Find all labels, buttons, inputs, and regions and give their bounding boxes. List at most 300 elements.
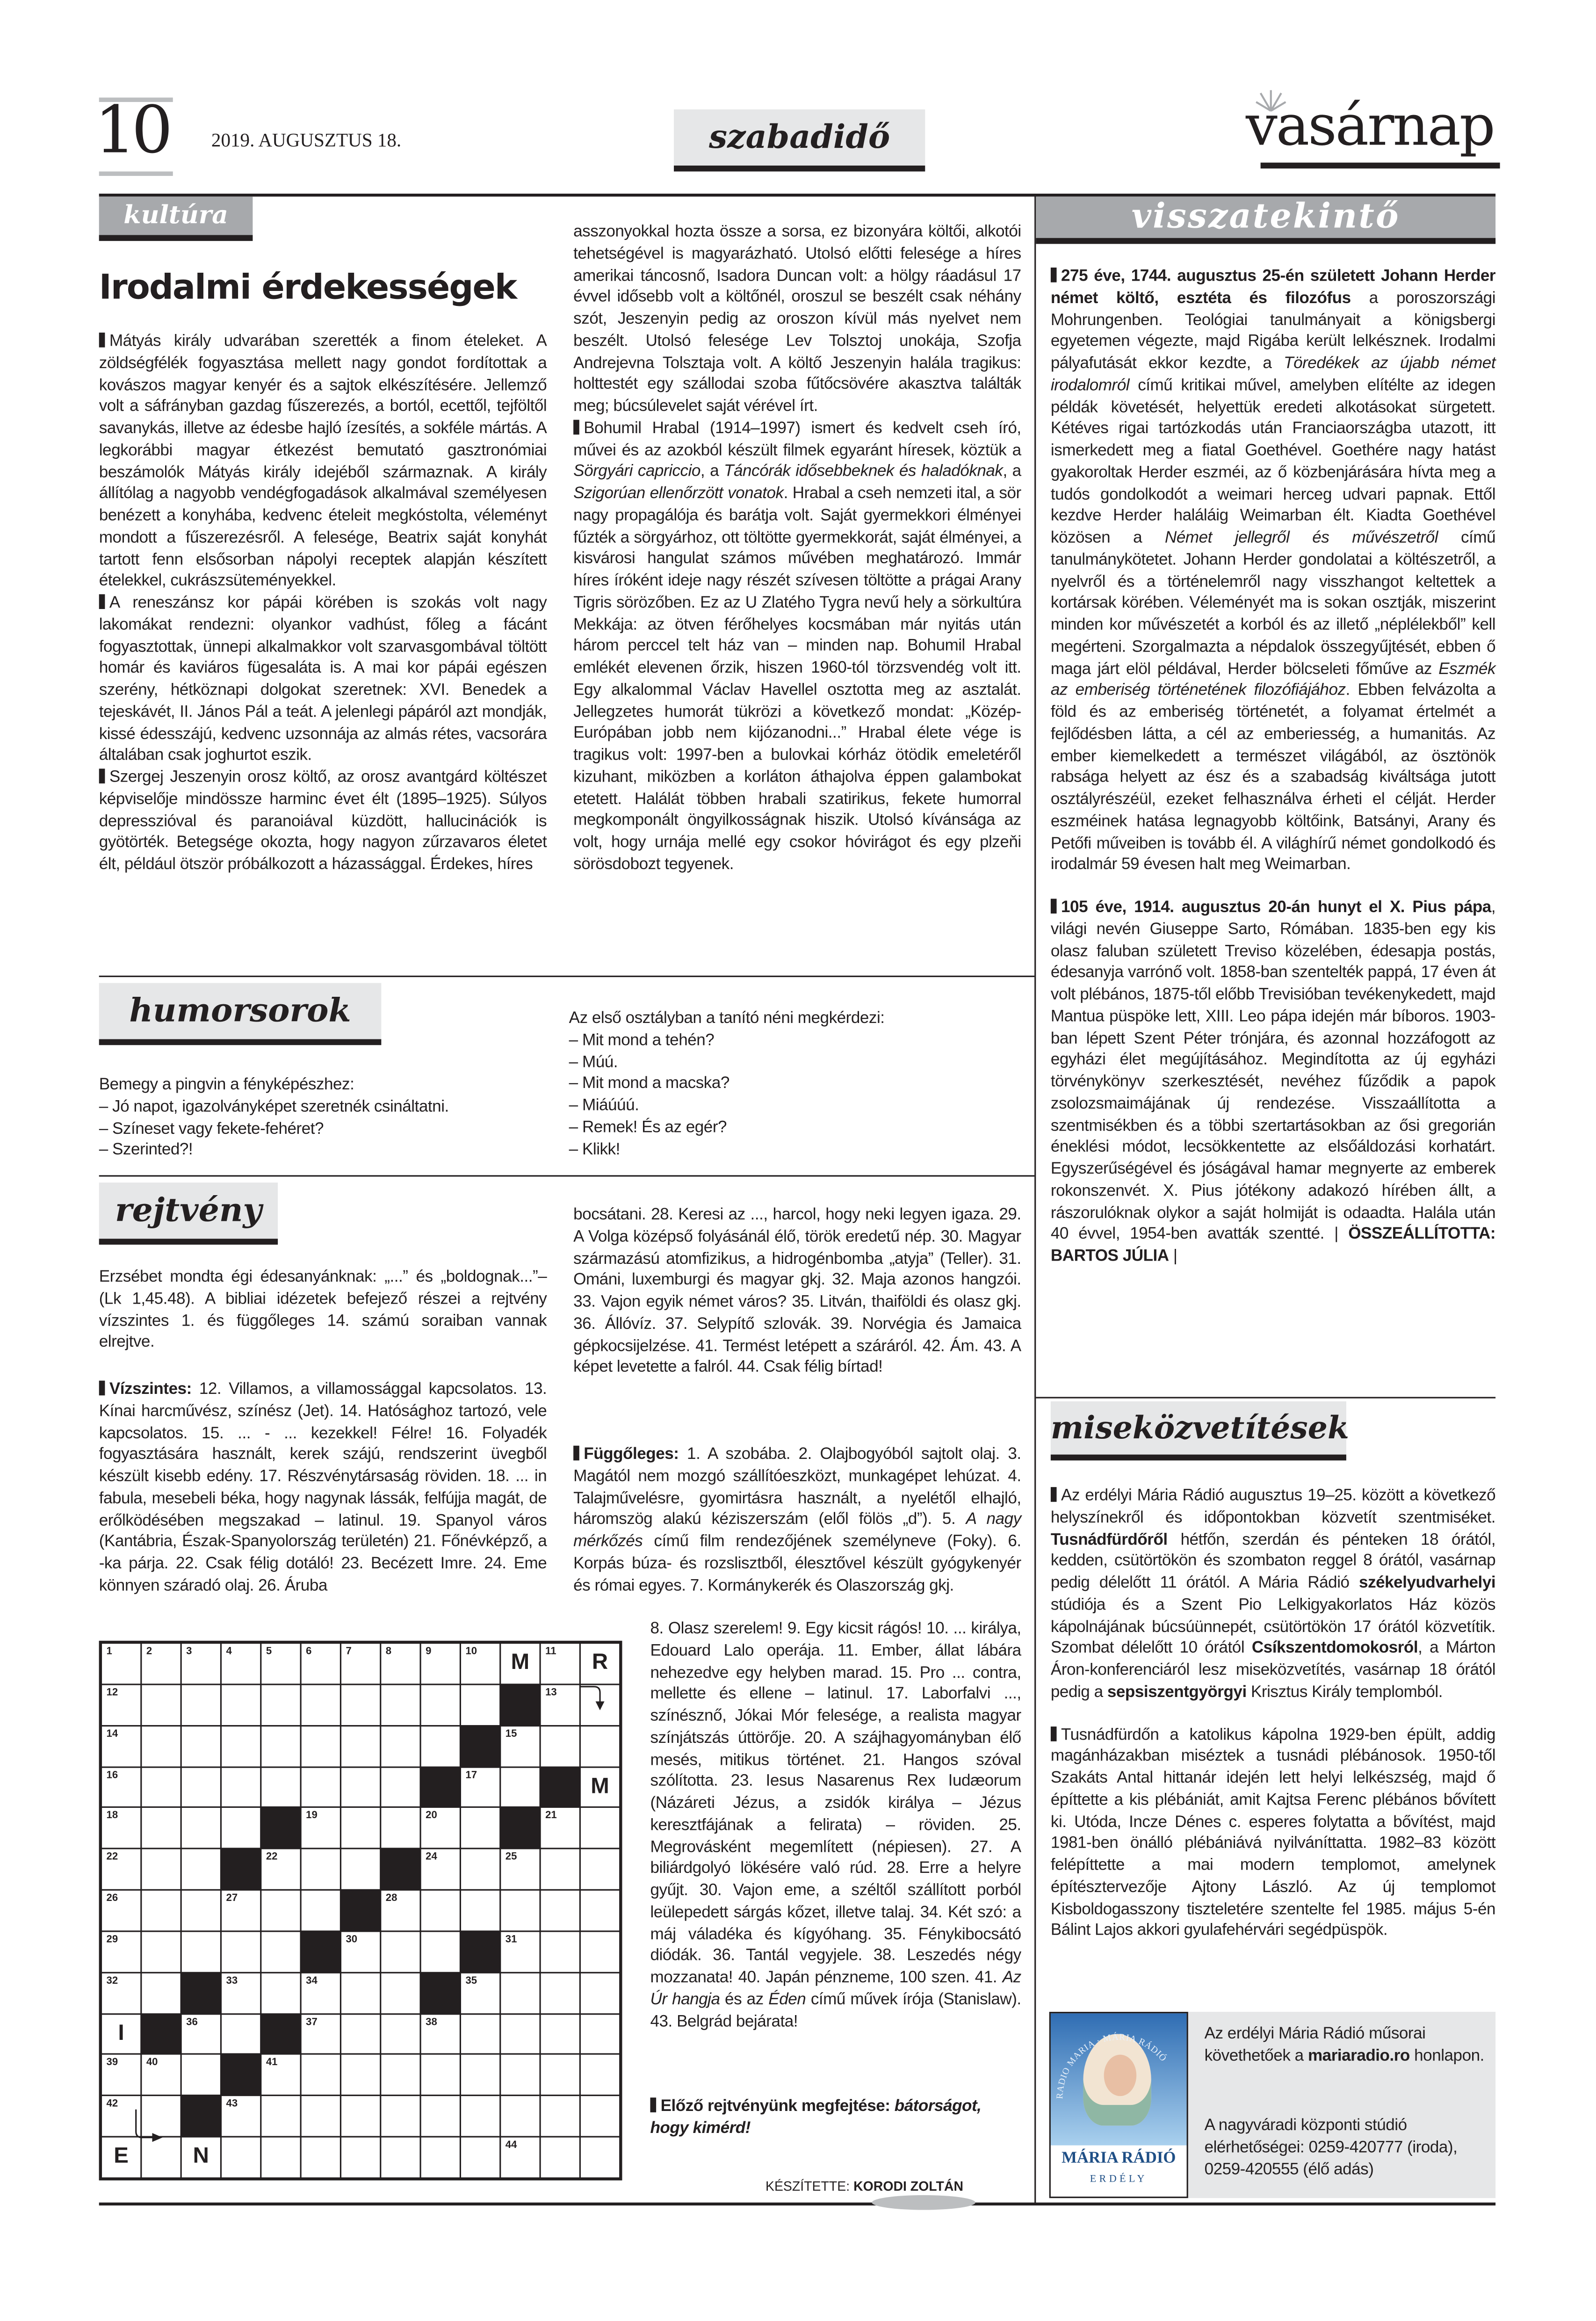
bold-run: Előző rejtvényünk megfejtése: (660, 2097, 895, 2116)
crossword-cell[interactable] (222, 1644, 260, 1683)
clue-number: 30 (346, 1935, 358, 1945)
maria-radio-ad (1049, 2012, 1495, 2198)
crossword-cell[interactable] (182, 2014, 220, 2054)
crossword-cell[interactable] (581, 1644, 619, 1683)
clue-number: 31 (505, 1935, 517, 1945)
crossword-cell[interactable] (581, 1850, 619, 1889)
text-run: című művek írója (Stanislaw). 43. Belgrád bejárata! (650, 1990, 1021, 2031)
crossword-cell[interactable] (142, 1808, 180, 1848)
crossword-cell[interactable] (461, 2014, 499, 2054)
black-cell (261, 2014, 300, 2054)
italic-run: Az Úr hangja (650, 1969, 1021, 2009)
crossword-cell[interactable] (261, 1973, 300, 2013)
crossword-cell[interactable] (261, 1767, 300, 1807)
crossword-cell[interactable] (421, 1891, 460, 1930)
joke-line: – Remek! És az egér? (569, 1118, 727, 1137)
bold-run: Vízszintes: (109, 1380, 192, 1399)
crossword-cell[interactable] (421, 1644, 460, 1683)
crossword-cell[interactable] (421, 1685, 460, 1725)
crossword-cell[interactable] (182, 1644, 220, 1683)
given-letter: M (511, 1649, 530, 1675)
text-run: A reneszánsz kor pápái körében is szokás volt nagy lakomákat rendezni: olyankor vadhúst, főleg a fácánt fogyasztottak, ünnepi alkalmakkor volt szarvasgombával töltött homár és kaviáros fügesaláta is. A mai kor pápái egészen szerény, hétköznapi dolgokat szeretnek: XVI. Benedek a tejeskávét, II. János Pál a teát. A jelenlegi pápáról azt mondják, kissé édesszájú, kedvenc uzsonnája az almás rétes, vacsorára általában csak joghurtot eszik. (99, 594, 547, 765)
clue-number: 1 (106, 1646, 112, 1657)
crossword-cell[interactable] (102, 1644, 140, 1683)
crossword-cell[interactable] (541, 1726, 579, 1766)
bottom-ornament (872, 2195, 975, 2210)
joke-line: – Mit mond a macska? (569, 1075, 729, 1093)
black-cell (302, 1932, 340, 1972)
bold-run: 105 éve, 1914. augusztus 20-án hunyt el X. Pius pápa (1061, 899, 1491, 917)
crossword-cell[interactable] (381, 2138, 419, 2177)
mise-rule (1036, 1397, 1495, 1398)
crossword-cell[interactable] (182, 2055, 220, 2095)
black-cell (461, 1932, 499, 1972)
italic-run: Német jellegről és művészetről (1165, 529, 1438, 547)
crossword-cell[interactable] (381, 1644, 419, 1683)
crossword-cell[interactable] (381, 1808, 419, 1848)
crossword-cell[interactable] (501, 1767, 539, 1807)
clue-number: 37 (306, 2017, 318, 2028)
black-cell (182, 2096, 220, 2136)
crossword-cell[interactable] (222, 2014, 260, 2054)
previous-solution (650, 2096, 1021, 2140)
crossword-cell[interactable] (102, 1932, 140, 1972)
crossword-cell[interactable] (381, 2014, 419, 2054)
crossword-cell[interactable] (222, 2096, 260, 2136)
clue-number: 22 (106, 1852, 118, 1863)
text-run: stúdiója és a Szent Pio Lelkigyakorlatos Ház közös kápolnájának búcsúünnepét, csütörtökön 17 órától közvetítik. Szombat délelőtt 10 órától (1050, 1596, 1496, 1658)
crossword-cell[interactable] (501, 2096, 539, 2136)
black-cell (461, 1726, 499, 1766)
puzzle-author (766, 2179, 963, 2194)
crossword-cell[interactable] (341, 1850, 380, 1889)
clue-number: 39 (106, 2058, 118, 2069)
crossword-cell[interactable] (261, 1644, 300, 1683)
crossword-cell[interactable] (421, 1808, 460, 1848)
clue-number: 32 (106, 1976, 118, 1987)
crossword-cell[interactable] (102, 1726, 140, 1766)
crossword-cell[interactable] (501, 2014, 539, 2054)
clue-number: 38 (426, 2017, 437, 2028)
clue-number: 42 (106, 2099, 118, 2110)
given-letter: M (591, 1773, 609, 1799)
joke-line: – Múú. (569, 1053, 618, 1071)
given-letter: E (114, 2143, 129, 2169)
article-title: Irodalmi érdekességek (99, 269, 517, 308)
crossword-cell[interactable] (381, 2055, 419, 2095)
bold-run: mariaradio.ro (1307, 2047, 1410, 2065)
crossword-cell[interactable] (261, 2138, 300, 2177)
italic-run: Töredékek az újabb német irodalomról (1050, 355, 1496, 394)
crossword-cell[interactable] (302, 1973, 340, 2013)
crossword-cell[interactable] (461, 1808, 499, 1848)
clue-number: 17 (465, 1770, 477, 1781)
crossword-cell[interactable] (461, 1973, 499, 2013)
crossword-cell[interactable] (341, 2055, 380, 2095)
text-run: Krisztus Király templomból. (1246, 1683, 1443, 1701)
crossword-cell[interactable] (581, 1932, 619, 1972)
clue-number: 43 (226, 2099, 238, 2110)
paragraph (1051, 1486, 1495, 1704)
text-run: 1. A szobába. 2. Olajbogyóból sajtolt olaj. 3. Magától nem mozgó szállítóeszközt, munkagépet lehúzat. 4. Talajművelésre, gyomirtásra használt, a nyelétől elhajló, háromszög alakú kéziszerszám (elől fölös „d”). 5. (573, 1445, 1021, 1529)
text-run: | (1169, 1248, 1177, 1266)
crossword-cell[interactable] (381, 1932, 419, 1972)
puzzle-across-clues-cont (573, 1205, 1021, 1379)
author-label: KÉSZÍTETTE: (765, 2179, 850, 2194)
crossword-cell[interactable] (461, 2055, 499, 2095)
crossword-cell[interactable] (501, 2055, 539, 2095)
joke-line: – Mit mond a tehén? (569, 1031, 715, 1049)
kultura-middle-text (573, 222, 1021, 876)
crossword-cell[interactable] (261, 1891, 300, 1930)
tab-humorsorok-label: humorsorok (129, 992, 351, 1030)
crossword-cell[interactable] (142, 1891, 180, 1930)
clue-number: 29 (106, 1935, 118, 1945)
joke-line: Az első osztályban a tanító néni megkérdezi: (569, 1009, 885, 1028)
joke-line: – Szerinted?! (99, 1141, 193, 1160)
crossword-cell[interactable] (421, 1850, 460, 1889)
clue-number: 28 (385, 1893, 397, 1904)
tab-visszatekinto (1036, 196, 1495, 244)
crossword-cell[interactable] (501, 1973, 539, 2013)
crossword-cell[interactable] (341, 1932, 380, 1972)
bold-run: Tusnádfürdőről (1050, 1530, 1168, 1549)
maria-radio-logo (1049, 2012, 1188, 2198)
crossword-cell[interactable] (302, 2014, 340, 2054)
crossword-cell[interactable] (302, 1767, 340, 1807)
crossword-cell[interactable] (302, 2096, 340, 2136)
crossword-grid[interactable] (99, 1641, 622, 2180)
crossword-cell[interactable] (501, 1726, 539, 1766)
section-underline (674, 166, 925, 172)
crossword-cell[interactable] (222, 2138, 260, 2177)
clue-number: 35 (465, 1976, 477, 1987)
text-run: , világi nevén Giuseppe Sarto, Rómában. 1835-ben egy kis olasz faluban született Treviso közelében, édesapja postás, édesanyja varrónő volt. 1858-ban szentelték pappá, 17 éven át volt plébános, 1875-től előbb Trevisióban tevékenykedett, majd Mantua püspöke lett, XIII. Leo pápa idején már bíboros. 1903-ban lépett Szent Péter trónjára, és azonnal hozzáfogott az egyházi élet megújításához. Megindította az új egyházi törvénykönyv szerkesztését, nevéhez fűződik a papok zsolozsmaimájának új rendezése. Visszaállította a szentmisékben és a többi szertartásokban az ősi gregorián éneklési módot, lecsökkentette az elsőáldozási korhatárt. Egyszerűségével és jóságával hamar megnyerte az emberek rokonszenvét. X. Pius jótékony adakozó hírében állt, a rászorulóknak olykor a saját holmiját is odaadta. Halála után 40 évvel, 1954-ben avatták szentté. | (1050, 899, 1496, 1244)
clue-number: 11 (545, 1646, 556, 1657)
puzzle-down-clues (573, 1444, 1021, 1597)
bottom-rule (99, 2203, 1495, 2205)
clue-number: 21 (545, 1811, 557, 1822)
crossword-cell[interactable] (581, 2055, 619, 2095)
crossword-cell[interactable] (461, 1685, 499, 1725)
crossword-cell[interactable] (302, 2055, 340, 2095)
crossword-cell[interactable] (102, 1973, 140, 2013)
crossword-cell[interactable] (541, 1685, 579, 1725)
crossword-cell[interactable] (421, 2138, 460, 2177)
crossword-cell[interactable] (421, 1726, 460, 1766)
crossword-cell[interactable] (541, 2014, 579, 2054)
crossword-cell[interactable] (501, 1932, 539, 1972)
text-run: Erzsébet mondta égi édesanyánknak: „...” és „boldognak...”– (Lk 1,45.48). A bibliai idézetek befejező részei a rejtvény vízszintes 1. és függőleges 14. számú soraiban vannak elrejtve. (99, 1268, 547, 1352)
crossword-cell[interactable] (341, 2096, 380, 2136)
clue-number: 41 (266, 2058, 278, 2069)
crossword-cell[interactable] (142, 1932, 180, 1972)
crossword-cell[interactable] (142, 2138, 180, 2177)
text-run: a poroszországi Mohrungenben. Teológiai tanulmányait a königsbergi egyetemen végezte, majd Rigába került lelkésznek. Irodalmi pályafutását ekkor kezdte, a (1050, 289, 1496, 373)
section-title: szabadidő (708, 118, 890, 157)
italic-run: Sörgyári capriccio (573, 463, 701, 481)
text-run: című film rendezőjének személyneve (Foky). 6. Korpás búza- és rozslisztből, élesztővel készült gyógykenyér és római egyes. 7. Kormánykerék és Olaszország gkj. (573, 1533, 1021, 1595)
crossword-cell[interactable] (541, 1932, 579, 1972)
crossword-cell[interactable] (261, 2096, 300, 2136)
crossword-cell[interactable] (222, 1726, 260, 1766)
crossword-cell[interactable] (142, 2055, 180, 2095)
clue-number: 7 (346, 1646, 352, 1657)
crossword-cell[interactable] (541, 2096, 579, 2136)
crossword-cell[interactable] (341, 1808, 380, 1848)
crossword-cell[interactable] (541, 1973, 579, 2013)
crossword-cell[interactable] (261, 2055, 300, 2095)
crossword-cell[interactable] (341, 1685, 380, 1725)
crossword-cell[interactable] (581, 1767, 619, 1807)
paragraph (573, 1444, 1021, 1597)
ad-contact-text (1205, 2115, 1485, 2181)
crossword-cell[interactable] (182, 1932, 220, 1972)
crossword-cell[interactable] (501, 1850, 539, 1889)
crossword-cell[interactable] (182, 1850, 220, 1889)
author-name: KORODI ZOLTÁN (853, 2179, 964, 2194)
tab-rejtveny-label: rejtvény (115, 1191, 262, 1230)
crossword-cell[interactable] (142, 1973, 180, 2013)
crossword-cell[interactable] (581, 1891, 619, 1930)
clue-number: 44 (505, 2140, 517, 2151)
paragraph (573, 418, 1021, 876)
clue-number: 27 (226, 1893, 238, 1904)
joke-line: – Miáúúú. (569, 1096, 639, 1115)
masthead-rule (1261, 163, 1500, 169)
crossword-cell[interactable] (381, 2096, 419, 2136)
text-run: Az erdélyi Mária Rádió műsorai követhetőek a (1204, 2025, 1426, 2065)
crossword-cell[interactable] (341, 1973, 380, 2013)
crossword-cell[interactable] (581, 1973, 619, 2013)
clue-number: 12 (106, 1688, 118, 1698)
tab-humorsorok (99, 983, 382, 1045)
text-run: , a Márton Áron-konferenciáról lesz miseközvetítés, vasárnap 18 órától pedig a (1050, 1639, 1496, 1701)
text-run: című tanulmánykötetet. Johann Herder gondolatai a költészetről, a nyelvről és a történelemről nagy visszhangot keltettek a kortársak körében. Véleményét ma is sokan osztják, miszerint minden kor művészetét a korból és az illető „néplélekből” kell megérteni. Szorgalmazta a népdalok összegyűjtését, ebben ő maga járt elöl példával, Herder bölcseleti főműve az (1050, 529, 1496, 678)
tab-misekozvetitesek (1050, 1401, 1349, 1460)
crossword-cell[interactable] (341, 2014, 380, 2054)
logo-ring-text: RADIO MARIA · MÁRIA RÁDIÓ (1055, 2032, 1169, 2099)
crossword-cell[interactable] (261, 1850, 300, 1889)
joke-osztaly (569, 1008, 1017, 1160)
clue-number: 8 (385, 1646, 392, 1657)
crossword-cell[interactable] (421, 2096, 460, 2136)
crossword-cell[interactable] (302, 1644, 340, 1683)
black-cell (421, 1973, 460, 2013)
tab-visszatekinto-label: visszatekintő (1131, 196, 1400, 237)
black-cell (222, 1850, 260, 1889)
crossword-cell[interactable] (581, 1808, 619, 1848)
crossword-cell[interactable] (102, 2138, 140, 2177)
tab-kultura-label: kultúra (123, 201, 228, 231)
crossword-cell[interactable] (261, 1685, 300, 1725)
text-run: bocsátani. 28. Keresi az ..., harcol, hogy neki legyen igaza. 29. A Volga középső folyásánál élő, török eredetű nép. 30. Magyar származású atomfizikus, a hidrogénbomba „atyja” (Teller). 31. Ománi, luxemburgi és magyar gkj. 32. Maja azonos hangzói. 33. Vajon egyik német város? 35. Litván, thaiföldi és olasz gkj. 36. Állóvíz. 37. Selypítő szlovák. 39. Norvégia és Jamaica gépkocsijelzése. 41. Termést letépett a száráról. 42. Ám. 43. A képet levetette a falról. 44. Csak félig bírtad! (573, 1206, 1021, 1377)
crossword-cell[interactable] (541, 1850, 579, 1889)
text-run: című kritikai művel, amelyben elítélte az idegen példák követését, helyettük eredeti alkotásokat sürgetett. Kétéves rigai tartózkodás után Franciaországba utazott, itt ismerkedett meg a fiatal Goethével. Goethére nagy hatást gyakoroltak Herder eszméi, az ő közbenjárására hívta meg a tudós gondolkodót a weimari herceg udvari papnak. Ettől kezdve Herder haláláig Weimarban élt. Kiadta Goethével közösen a (1050, 377, 1496, 547)
visszatekinto-text (1051, 266, 1495, 1289)
crossword-cell[interactable] (341, 1726, 380, 1766)
page-number: 10 (94, 93, 169, 169)
tab-misekozvetitesek-label: miseközvetítések (1050, 1408, 1349, 1446)
black-cell (421, 1767, 460, 1807)
clue-number: 22 (266, 1852, 278, 1863)
clue-number: 16 (106, 1770, 118, 1781)
black-cell (182, 1973, 220, 2013)
tab-rejtveny (99, 1182, 278, 1245)
clue-number: 13 (545, 1688, 557, 1698)
crossword-cell[interactable] (102, 1767, 140, 1807)
clue-number: 25 (505, 1852, 517, 1863)
text-run: Szergej Jeszenyin orosz költő, az orosz avantgárd költészet képviselője mindössze harminc évet élt (1895–1925). Súlyos depresszióval és paranoiával küzdött, hallucinációk is gyötörték. Betegsége okozta, hogy nagyon zűrzavaros életet élt, például ötször próbálkozott a házassággal. Érdekes, híres (99, 769, 547, 874)
crossword-cell[interactable] (302, 1726, 340, 1766)
bold-run: Csíkszentdomokosról (1251, 1639, 1418, 1658)
crossword-cell[interactable] (461, 1891, 499, 1930)
crossword-cell[interactable] (461, 1644, 499, 1683)
text-run: 12. Villamos, a villamossággal kapcsolatos. 13. Kínai harcművész, színész (Jet). 14. Hatósághoz tartozó, vele kapcsolatos. 15. ... - ... kezekkel! Félre! 16. Folyadék fogyasztására használt, kerek szájú, rendszerint üvegből készült kisebb edény. 17. Részvénytársaság röviden. 18. ... in fabula, mesebeli béka, hogy nagynak lássák, felfújja magát, de erőlködésében megszakad – latinul. 19. Spanyol város (Kantábria, Észak-Spanyolország területén) 21. Főnévképző, a -ka párja. 22. Csak félig dotáló! 23. Becézett Imre. 24. Eme könnyen száradó olaj. 26. Áruba (99, 1380, 547, 1595)
crossword-cell[interactable] (222, 1767, 260, 1807)
crossword-cell[interactable] (261, 1726, 300, 1766)
crossword-cell[interactable] (541, 1808, 579, 1848)
clue-number: 15 (505, 1729, 517, 1740)
black-cell (261, 1808, 300, 1848)
crossword-cell[interactable] (381, 1685, 419, 1725)
crossword-cell[interactable] (102, 2014, 140, 2054)
crossword-cell[interactable] (102, 1808, 140, 1848)
crossword-cell[interactable] (421, 2055, 460, 2095)
clue-number: 33 (226, 1976, 238, 1987)
clue-number: 19 (306, 1811, 318, 1822)
paragraph (99, 1267, 547, 1354)
italic-run: Szigorúan ellenőrzött vonatok (573, 485, 784, 503)
crossword-cell[interactable] (222, 1891, 260, 1930)
crossword-cell[interactable] (421, 1932, 460, 1972)
italic-run: A nagy mérkőzés (573, 1511, 1021, 1551)
text-run: asszonyokkal hozta össze a sorsa, ez bizonyára költői, alkotói tehetségével is magyarázható. Utolsó előtti felesége a híres amerikai táncosnő, Isadora Duncan volt: a hölgy ráadásul 17 évvel idősebb volt a költőnél, oroszul se beszélt csak néhány szót, Jeszenyin pedig az oroszon kívül más nyelvet nem beszélt. Utolsó felesége Lev Tolsztoj unokája, Szofja Andrejevna Tolsztaja volt. A költő Jeszenyin halála tragikus: holttestét egy szállodai szoba fűtőcsövére akasztva találták meg; búcsúlevelet saját vérével írt. (573, 223, 1021, 416)
crossword-cell[interactable] (222, 1808, 260, 1848)
given-letter: N (193, 2143, 209, 2169)
crossword-cell[interactable] (381, 1767, 419, 1807)
black-cell (142, 2014, 180, 2054)
bold-run: sepsiszentgyörgyi (1107, 1683, 1247, 1701)
crossword-cell[interactable] (222, 1973, 260, 2013)
crossword-cell[interactable] (461, 1850, 499, 1889)
crossword-cell[interactable] (541, 1891, 579, 1930)
logo-ring (1051, 2013, 1187, 2146)
crossword-cell[interactable] (182, 1808, 220, 1848)
text-run: Az erdélyi Mária Rádió augusztus 19–25. között a következő helyszínekről és időpontokban közvetít szentmiséket. (1050, 1487, 1496, 1527)
black-cell (541, 1767, 579, 1807)
clue-number: 14 (106, 1729, 118, 1740)
crossword-cell[interactable] (461, 2138, 499, 2177)
joke-line: – Klikk! (569, 1140, 620, 1159)
crossword-cell[interactable] (182, 1767, 220, 1807)
crossword-cell[interactable] (381, 1891, 419, 1930)
text-run: Bohumil Hrabal (1914–1997) ismert és kedvelt cseh író, művei és az azokból készült filmek egyaránt híresek, köztük a (573, 419, 1021, 459)
crossword-cell[interactable] (581, 1726, 619, 1766)
crossword-cell[interactable] (182, 1726, 220, 1766)
crossword-cell[interactable] (341, 1644, 380, 1683)
crossword-cell[interactable] (182, 1685, 220, 1725)
crossword-cell[interactable] (461, 2096, 499, 2136)
crossword-cell[interactable] (541, 2055, 579, 2095)
crossword-cell[interactable] (581, 2096, 619, 2136)
crossword-cell[interactable] (102, 1891, 140, 1930)
italic-run: Eszmék az emberiség történetének filozófiájához (1050, 660, 1496, 700)
crossword-cell[interactable] (142, 1726, 180, 1766)
crossword-cell[interactable] (182, 1891, 220, 1930)
text-run: , a (700, 463, 724, 481)
text-run: . Hrabal a cseh nemzeti ital, a sör nagy propagálója és barátja volt. Saját gyermekkori élményei fűzték a sörgyárhoz, ott töltötte gyermekkorát, saját élményei, a kisvárosi hangulat számos művében meghatározó. Immár híres íróként ideje nagy részét szívesen töltötte a prágai Arany Tigris sörözőben. Ez az U Zlatého Tygra nevű hely a sörkultúra Mekkája: az ötven férőhelyes kocsmában már nyitás után három perccel telt ház van – minden nap. Bohumil Hrabal emlékét elevenen őrzik, hiszen 1960-tól törzsvendég volt itt. Egy alkalommal Václav Havellel osztotta meg az asztalát. Jellegzetes humorát tükrözi a következő mondat: „Közép-Európában jobb nem kijózanodni...” Hrabal élete vége is tragikus volt: 1997-ben a bulovkai kórház ötödik emeletéről kizuhant, miközben a korláton áthajolva éppen galambokat etetett. Halálát többen hrabali szatirikus, fekete humorral megkomponált öngyilkosságnak hiszik. Utolsó kívánsága az volt, hogy urnája mellé egy csokor hóvirágot és egy plzeňi sörösdobozt tegyenek. (573, 485, 1021, 873)
puzzle-down-clues-cont (650, 1618, 1021, 2033)
given-letter: I (118, 2020, 124, 2045)
bold-run: székelyudvarhelyi (1359, 1574, 1496, 1592)
crossword-cell[interactable] (501, 2138, 539, 2177)
bold-run: 275 éve, 1744. augusztus 25-én született Johann Herder német költő, esztéta és filozófus (1050, 267, 1496, 307)
clue-number: 26 (106, 1893, 118, 1904)
crossword-cell[interactable] (501, 1891, 539, 1930)
crossword-cell[interactable] (302, 1808, 340, 1848)
crossword-cell[interactable] (421, 2014, 460, 2054)
crossword-cell[interactable] (261, 1932, 300, 1972)
crossword-cell[interactable] (501, 1644, 539, 1683)
crossword-cell[interactable] (102, 2055, 140, 2095)
crossword-cell[interactable] (381, 1726, 419, 1766)
crossword-cell[interactable] (581, 2138, 619, 2177)
crossword-cell[interactable] (302, 1891, 340, 1930)
crossword-cell[interactable] (142, 1644, 180, 1683)
crossword-cell[interactable] (222, 1932, 260, 1972)
crossword-cell[interactable] (222, 1685, 260, 1725)
masthead-title: vasárnap (1246, 93, 1494, 159)
puzzle-intro (99, 1267, 547, 1354)
crossword-cell[interactable] (302, 1850, 340, 1889)
crossword-cell[interactable] (302, 1685, 340, 1725)
page-number-bar-bottom (99, 172, 173, 176)
clue-number: 34 (306, 1976, 318, 1987)
clue-number: 40 (146, 2058, 158, 2069)
text-run: 8. Olasz szerelem! 9. Egy kicsit rágós! 10. ... királya, Edouard Lalo operája. 11. Ember, állat lábára nehezedve egy helyben marad. 15. Pro ... contra, mellette és ellene – latinul. 17. Laborfalvi ..., színésznő, Jókai Mór felesége, a realista magyar színjátszás úttörője. 20. A szájhagyományban élő mesés, mitikus történet. 21. Hangos szóval szólította. 23. Iesus Nasarenus Rex Iudæorum (Názáreti Jézus, a zsidók királya – Jézus keresztfájának a felirata) – röviden. 25. Megrovásként megemlített (népiesen). 27. A biliárdgolyó lökésére való rúd. 28. Erre a helyre gyűjt. 30. Vajon eme, a széltől szállított porból leülepedett sárgás kőzet, illetve talaj. 34. Két szó: a máj váladéka és kígyóhang. 35. Fénykibocsátó diódák. 36. Tantál vegyjele. 38. Leszedés négy mozzanata! 40. Japán pénzneme, 100 szen. 41. (650, 1620, 1021, 1987)
clue-number: 6 (306, 1646, 312, 1657)
crossword-cell[interactable] (182, 2138, 220, 2177)
puzzle-across-clues (99, 1379, 547, 1597)
crossword-cell[interactable] (142, 1685, 180, 1725)
clue-number: 5 (266, 1646, 272, 1657)
italic-run: Éden (768, 1990, 806, 2009)
black-cell (222, 2055, 260, 2095)
paragraph (573, 1205, 1021, 1379)
crossword-cell[interactable] (581, 2014, 619, 2054)
crossword-cell[interactable] (142, 1850, 180, 1889)
crossword-cell[interactable] (541, 2138, 579, 2177)
bold-run: ÖSSZEÁLLÍTOTTA: BARTOS JÚLIA (1050, 1226, 1496, 1266)
crossword-cell[interactable] (541, 1644, 579, 1683)
crossword-cell[interactable] (142, 1767, 180, 1807)
crossword-cell[interactable] (302, 2138, 340, 2177)
arrow-right-down-icon (579, 1682, 609, 1712)
crossword-cell[interactable] (461, 1767, 499, 1807)
crossword-cell[interactable] (341, 1767, 380, 1807)
crossword-cell[interactable] (341, 2138, 380, 2177)
kultura-left-text (99, 331, 547, 876)
clue-number: 10 (465, 1646, 477, 1657)
text-run: , a (1003, 463, 1021, 481)
crossword-cell[interactable] (381, 1973, 419, 2013)
crossword-cell[interactable] (102, 1685, 140, 1725)
clue-number: 2 (146, 1646, 152, 1657)
logo-subtitle: ERDÉLY (1090, 2173, 1148, 2185)
issue-date: 2019. AUGUSZTUS 18. (211, 128, 402, 151)
crossword-cell[interactable] (102, 1850, 140, 1889)
